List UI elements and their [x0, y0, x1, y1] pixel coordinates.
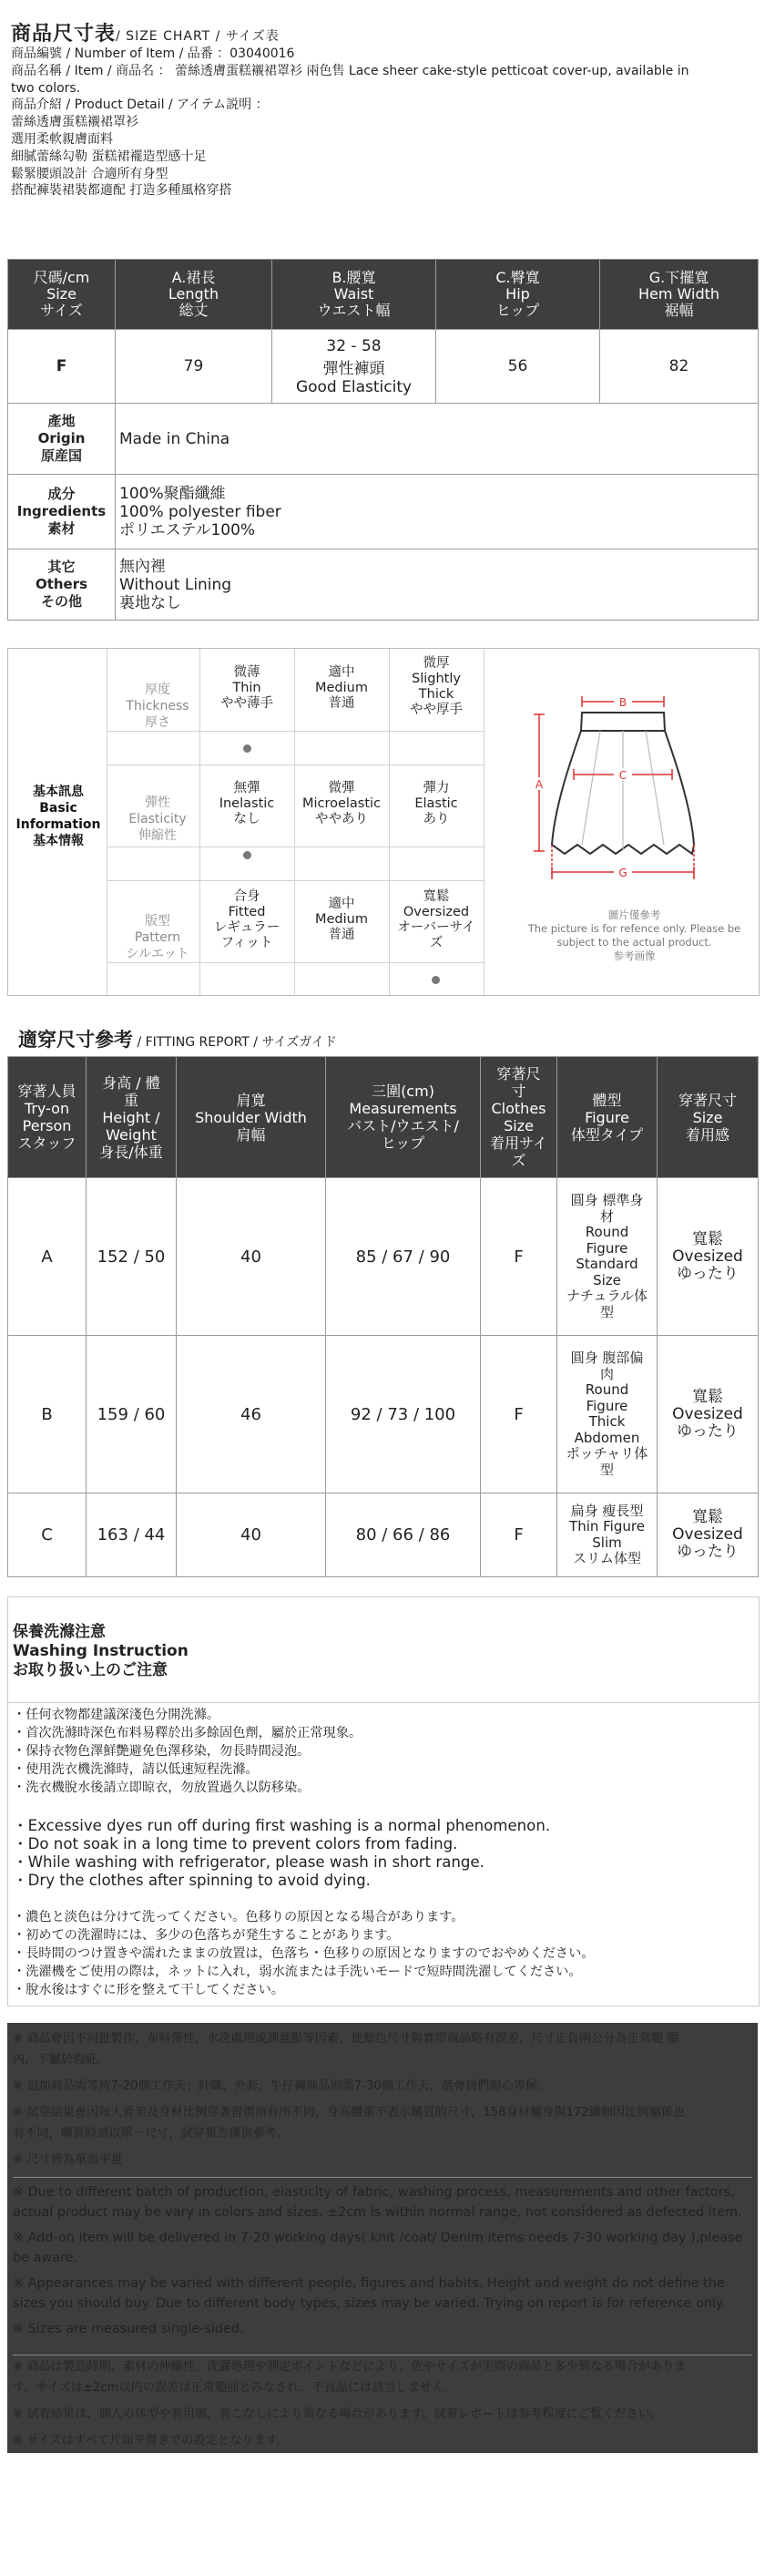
pattern-option-oversized: 寬鬆 Oversized オーバーサイ ズ [397, 889, 475, 950]
size-table [7, 259, 759, 621]
size-cell: F [8, 330, 116, 404]
col-height-weight: 身高 / 體 重 Height / Weight 身長/体重 [87, 1057, 177, 1178]
others-row [8, 549, 759, 621]
others-label: 其它 Others その他 [8, 549, 116, 621]
pattern-option-fitted: 合身 Fitted レギュラー フィット [213, 889, 280, 950]
basic-info-panel [7, 648, 760, 996]
ingredients-label: 成分 Ingredients 素材 [8, 475, 116, 549]
col-feel: 穿著尺寸 Size 着用感 [658, 1057, 759, 1178]
elasticity-option-micro: 微彈 Microelastic ややあり [301, 781, 382, 826]
fitting-title: 適穿尺寸參考 / FITTING REPORT / サイズガイド [18, 1029, 337, 1051]
col-clothes-size: 穿著尺 寸 Clothes Size 着用サイ ズ [481, 1057, 557, 1178]
info-line: 鬆緊腰頭設計 合適所有身型 [11, 166, 168, 181]
washing-zh: ・任何衣物都建議深淺色分開洗滌。 ・首次洗滌時深色布料易釋於出多餘固色劑，屬於正常現象。 ・保持衣物色澤鮮艷避免色澤移染，勿長時間浸泡。 ・使用洗衣機洗滌時，請以低速短程洗滌。 ・洗衣機脫水後請立即晾衣，勿放置過久以防移染。 [13, 1708, 362, 1795]
product-info [11, 46, 758, 200]
label-b: B [618, 696, 627, 709]
origin-label: 產地 Origin 原産国 [8, 404, 116, 475]
pattern-selected-dot [432, 976, 440, 984]
thickness-selected-dot [243, 744, 251, 753]
diagram-note: 圖片僅參考 The picture is for refence only. Please be subject to the actual product. 参考画像 [527, 908, 741, 962]
ingredients-row [8, 475, 759, 549]
info-line: 選用柔軟親膚面料 [11, 131, 113, 147]
col-length: A.裙長 Length 総丈 [116, 260, 272, 330]
origin-value: Made in China [116, 404, 759, 475]
elasticity-option-elastic: 彈力 Elastic あり [414, 781, 458, 826]
washing-en: ・Excessive dyes run off during first washing is a normal phenomenon. ・Do not soak in a long time to prevent colors from fading. ・While washing with refrigerator, please wash in short range. ・Dry the clothes after spinning to avoid dying. [13, 1817, 551, 1889]
length-cell: 79 [116, 330, 272, 404]
notes-en: ※ Due to different batch of production, elasticity of fabric, washing process, measurements and other factors, actual product may be vary in colors and sizes. ±2cm is within normal range, not considered as defected item. ※ Add-on item will be delivered in 7-20 working days( knit /coat/ Denim items needs 7-30 working day ),please be aware. ※ Appearances may be varied with different people, figures and habits. Height and weight do not define the sizes you should buy. Due to different body types, sizes may be varied. Trying on report is for reference only. ※ Sizes are measured single-sided. [13, 2185, 743, 2336]
notes-ja: ※ 商品は製造時期、素材の伸縮性、洗濯処理や測定ポイントなどにより、色やサイズが実際の商品と多少異なる場合がありま す。サイズは±2cm以内の誤差は正常範囲とみなされ、不良品には該当しません。 ※ 試着結果は、個人の体型や着用感，着こなしにより異なる場合があります。試着レポートは参考程度にご覧ください。 ※ サイズはすべて片面平置きでの設定となります。 [13, 2360, 687, 2448]
info-line: 商品介紹 / Product Detail / アイテム説明 ： [11, 97, 269, 113]
basic-info-title: 基本訊息 Basic Information 基本情報 [15, 785, 101, 848]
label-g: G [618, 867, 627, 879]
skirt-diagram [514, 658, 755, 922]
table-row: B 159 / 60 46 92 / 73 / 100 F 圓身 腹部偏 肉 Round Figure Thick Abdomen ポッチャリ体 型 寬鬆 Ovesized ゆったり [8, 1336, 759, 1493]
elasticity-selected-dot [243, 851, 251, 859]
info-line: 商品編號 / Number of Item / 品番 ：03040016 [11, 46, 295, 61]
col-shoulder: 肩寬 Shoulder Width 肩幅 [177, 1057, 326, 1178]
info-line: 細膩蕾絲勾勒 蛋糕裙襬造型感十足 [11, 149, 207, 164]
col-hem: G.下擺寬 Hem Width 裾幅 [600, 260, 759, 330]
thickness-option-thin: 微薄 Thin やや薄手 [220, 665, 273, 711]
others-value: 無內裡 Without Lining 裏地なし [116, 549, 759, 621]
col-size: 尺碼/cm Size サイズ [8, 260, 116, 330]
col-waist: B.腰寬 Waist ウエスト幅 [272, 260, 436, 330]
page-title [11, 18, 280, 46]
thickness-option-medium: 適中 Medium 普通 [315, 665, 368, 711]
table-row: A 152 / 50 40 85 / 67 / 90 F 圓身 標準身 材 Round Figure Standard Size ナチュラル体 型 寬鬆 Ovesized ゆったり [8, 1178, 759, 1336]
info-line: 蕾絲透膚蛋糕襯裙罩衫 [11, 115, 138, 130]
fitting-table [7, 1056, 759, 1577]
col-figure: 體型 Figure 体型タイプ [557, 1057, 658, 1178]
col-person: 穿著人員 Try-on Person スタッフ [8, 1057, 87, 1178]
washing-heading: 保養洗滌注意 Washing Instruction お取り扱い上のご注意 [13, 1623, 189, 1679]
hem-cell: 82 [600, 330, 759, 404]
origin-row [8, 404, 759, 475]
waist-cell: 32 - 58 彈性褲頭 Good Elasticity [272, 330, 436, 404]
info-line: two colors. [11, 80, 81, 96]
ingredients-value: 100%聚酯纖維 100% polyester fiber ポリエステル100% [116, 475, 759, 549]
elasticity-label: 彈性 Elasticity 伸縮性 [128, 795, 187, 843]
label-a: A [535, 778, 544, 791]
title-text: 商品尺寸表 [11, 23, 117, 46]
table-row: C 163 / 44 40 80 / 66 / 86 F 扁身 瘦長型 Thin Figure Slim スリム体型 寬鬆 Ovesized ゆったり [8, 1493, 759, 1577]
size-table-header [8, 260, 759, 330]
notes-zh: ※ 商品會因不同批製作，布料彈性，水洗處理或測量點等因素，使顏色尺寸與實際商品略有誤差，尺寸正負兩公分為正常範 圍 內，不屬於瑕疵。 ※ 追加商品需等待7-20個工作天；針織、外套、牛仔褲商品則需7-30個工作天，請會員們耐心等候。 ※ 試穿結果會因每人骨架及身材比例穿著習慣而有所不同，身高體重不表示購買的尺寸，158身材屬身與172纖細因比例屬係也 有不同，購買時請以單一尺寸，試穿報告僅供參考。 ※ 尺寸皆為單面平量 [13, 2032, 686, 2167]
elasticity-option-inelastic: 無彈 Inelastic なし [219, 781, 275, 826]
table-row [8, 330, 759, 404]
thickness-label: 厚度 Thickness 厚さ [126, 682, 189, 730]
fitting-header [8, 1057, 759, 1178]
col-measurements: 三圍(cm) Measurements バスト/ウエスト/ ヒップ [326, 1057, 481, 1178]
washing-ja: ・濃色と淡色は分けて洗ってください。色移りの原因となる場合があります。 ・初めての洗濯時には、多少の色落ちが発生することがあります。 ・長時間のつけ置きや濡れたままの放置は，色落ち・色移りの原因となりますのでおやめください。 ・洗濯機をご使用の際は，ネットに入れ，弱水流または手洗いモードで短時間洗濯してください。 ・脫水後はすぐに形を整えて干してください。 [13, 1910, 595, 1997]
title-subtitle: / SIZE CHART / サイズ表 [116, 29, 280, 44]
pattern-label: 版型 Pattern シルエット [126, 914, 189, 961]
hip-cell: 56 [436, 330, 600, 404]
label-c: C [618, 769, 627, 782]
pattern-option-medium: 適中 Medium 普通 [315, 897, 368, 942]
thickness-option-thick: 微厚 Slightly Thick やや厚手 [410, 656, 463, 717]
info-line: 商品名稱 / Item / 商品名 ： 蕾絲透膚蛋糕襯裙罩衫 兩色售 Lace sheer cake-style petticoat cover-up, available in [11, 63, 689, 78]
info-line: 搭配褲裝裙裝都適配 打造多種風格穿搭 [11, 183, 232, 199]
col-hip: C.臀寬 Hip ヒップ [436, 260, 600, 330]
